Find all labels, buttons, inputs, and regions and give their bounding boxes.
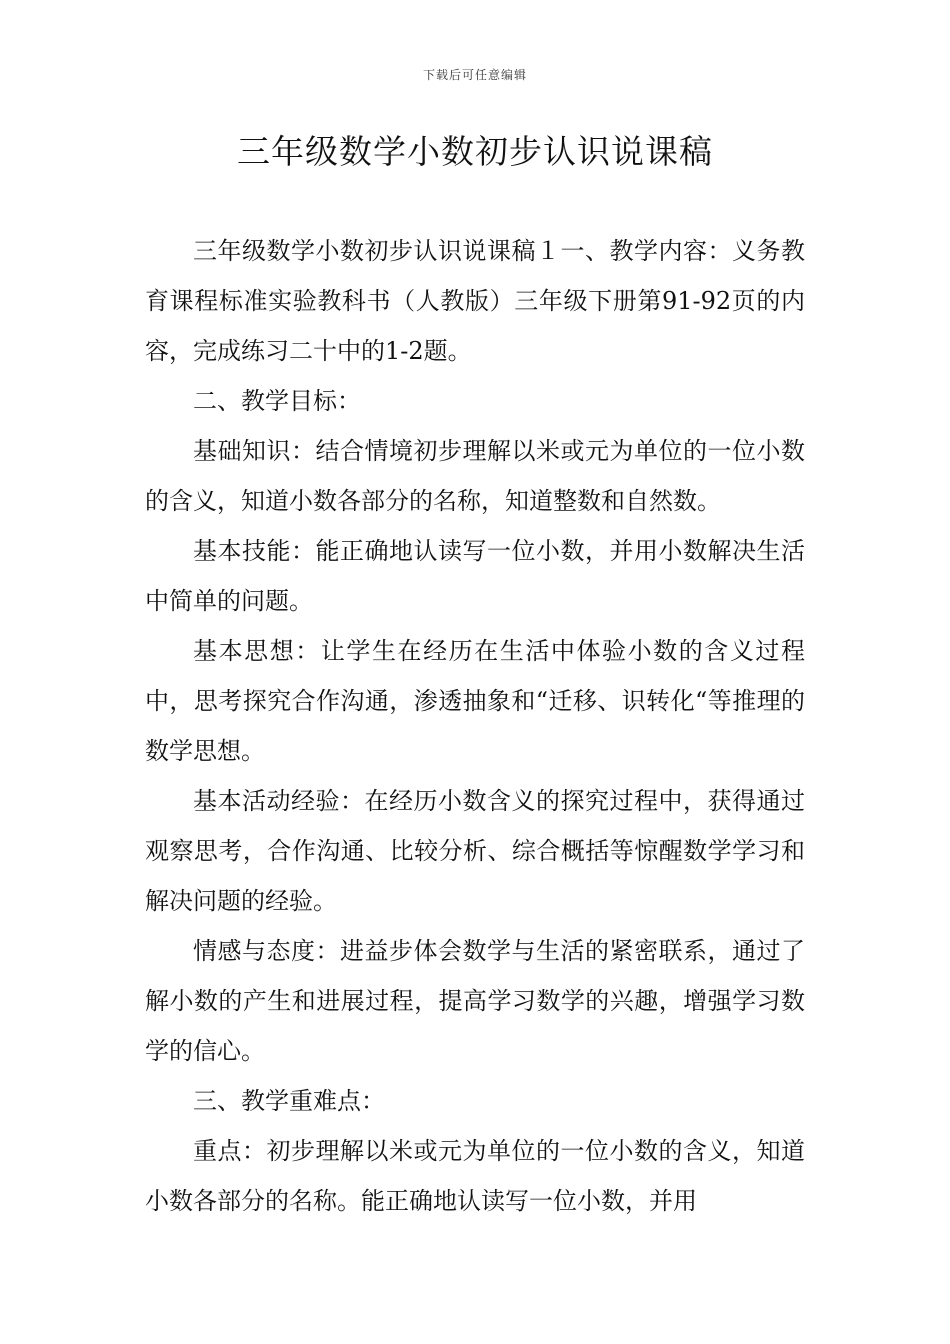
section-heading-objectives: 二、教学目标： bbox=[193, 387, 361, 415]
header-note: 下载后可任意编辑 bbox=[422, 68, 527, 82]
document-body bbox=[145, 226, 805, 1226]
paragraph-key-point: 重点：初步理解以米或元为单位的一位小数的含义，知道小数各部分的名称。能正确地认读写一位小数，并用 bbox=[145, 1137, 805, 1215]
paragraph-emotion-attitude: 情感与态度：进益步体会数学与生活的紧密联系，通过了解小数的产生和进展过程，提高学习数学的兴趣，增强学习数学的信心。 bbox=[145, 937, 805, 1065]
paragraph-basic-knowledge: 基础知识：结合情境初步理解以米或元为单位的一位小数的含义，知道小数各部分的名称，知道整数和自然数。 bbox=[145, 437, 805, 515]
paragraph-intro: 三年级数学小数初步认识说课稿１一、教学内容：义务教育课程标准实验教科书（人教版）三年级下册第91-92页的内容，完成练习二十中的1-2题。 bbox=[145, 237, 805, 365]
paragraph-activity-experience: 基本活动经验：在经历小数含义的探究过程中，获得通过观察思考，合作沟通、比较分析、综合概括等惊醒数学学习和解决问题的经验。 bbox=[145, 787, 805, 915]
document-title: 三年级数学小数初步认识说课稿 bbox=[237, 132, 713, 171]
paragraph-basic-skills: 基本技能：能正确地认读写一位小数，并用小数解决生活中简单的问题。 bbox=[145, 537, 805, 615]
paragraph-basic-thinking: 基本思想：让学生在经历在生活中体验小数的含义过程中，思考探究合作沟通，渗透抽象和“迁移、识转化“等推理的数学思想。 bbox=[145, 637, 805, 765]
section-heading-key-points: 三、教学重难点： bbox=[193, 1087, 385, 1115]
